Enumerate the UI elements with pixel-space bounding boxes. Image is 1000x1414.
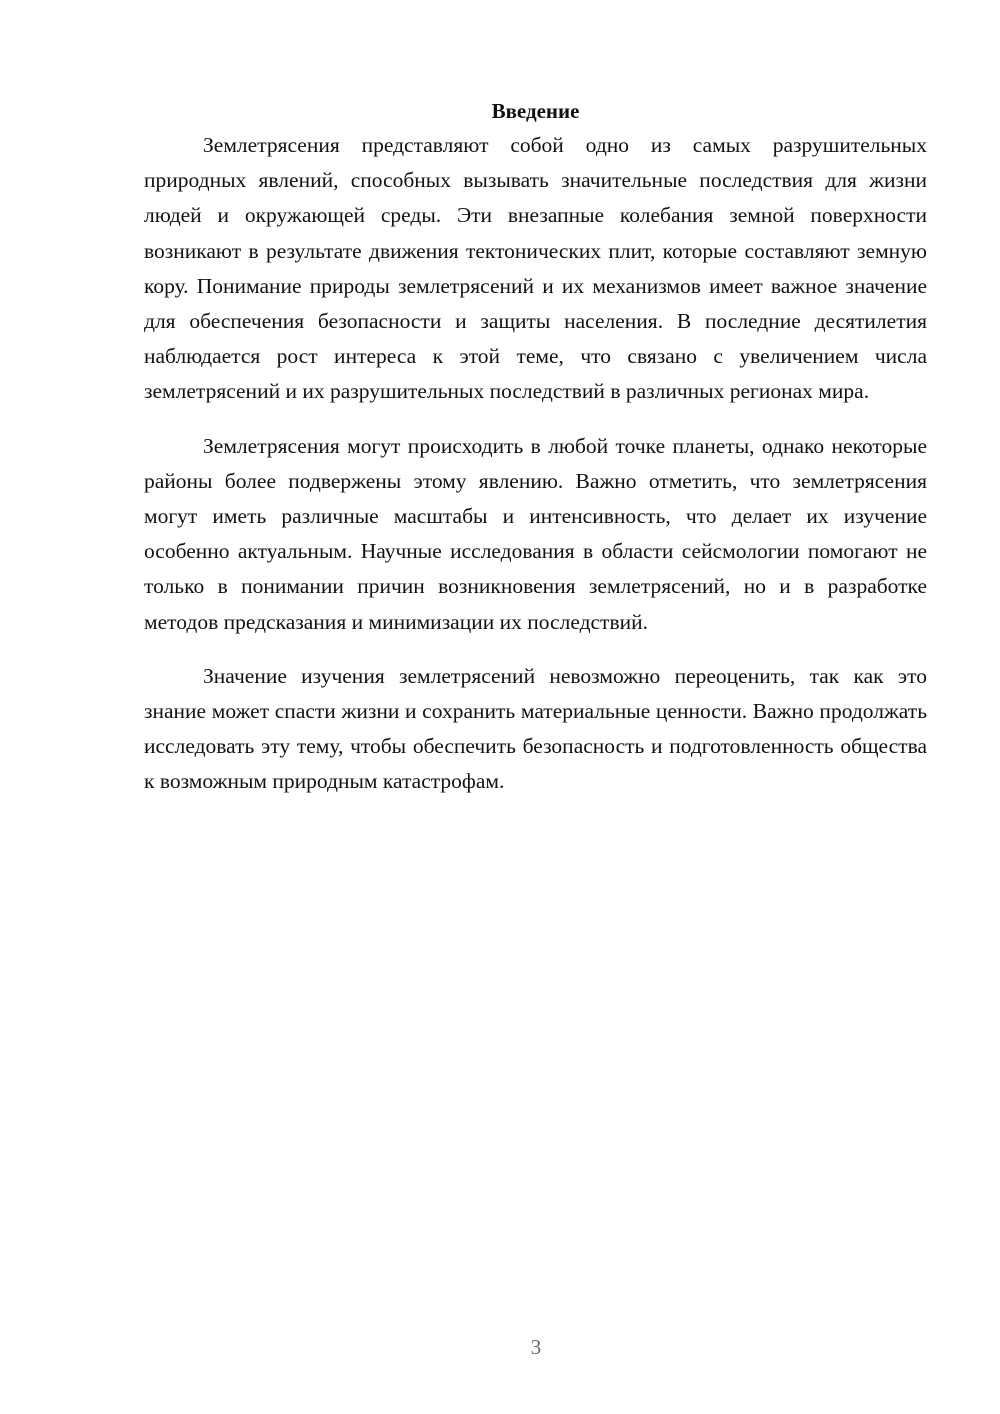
paragraph-1: Землетрясения представляют собой одно из самых разрушительных природных явлений, способных вызывать значительные последствия для жизни людей и окружающей среды. Эти внезапные колебания земной поверхности возникают в результате движения тектонических плит, которые составляют земную кору. Понимание природы землетрясений и их механизмов имеет важное значение для обеспечения безопасности и защиты населения. В последние десятилетия наблюдается рост интереса к этой теме, что связано с увеличением числа землетрясений и их разрушительных последствий в различных регионах мира. xyxy=(144,133,927,404)
paragraph-2: Землетрясения могут происходить в любой точке планеты, однако некоторые районы более подвержены этому явлению. Важно отметить, что землетрясения могут иметь различные масштабы и интенсивность, что делает их изучение особенно актуальным. Научные исследования в области сейсмологии помогают не только в понимании причин возникновения землетрясений, но и в разработке методов предсказания и минимизации их последствий. xyxy=(144,433,927,634)
page-content xyxy=(144,96,927,819)
page-number: 3 xyxy=(530,1335,542,1359)
paragraph-3: Значение изучения землетрясений невозможно переоценить, так как это знание может спасти жизни и сохранить материальные ценности. Важно продолжать исследовать эту тему, чтобы обеспечить безопасность и подготовленность общества к возможным природным катастрофам. xyxy=(144,663,927,794)
section-heading: Введение xyxy=(491,99,580,123)
